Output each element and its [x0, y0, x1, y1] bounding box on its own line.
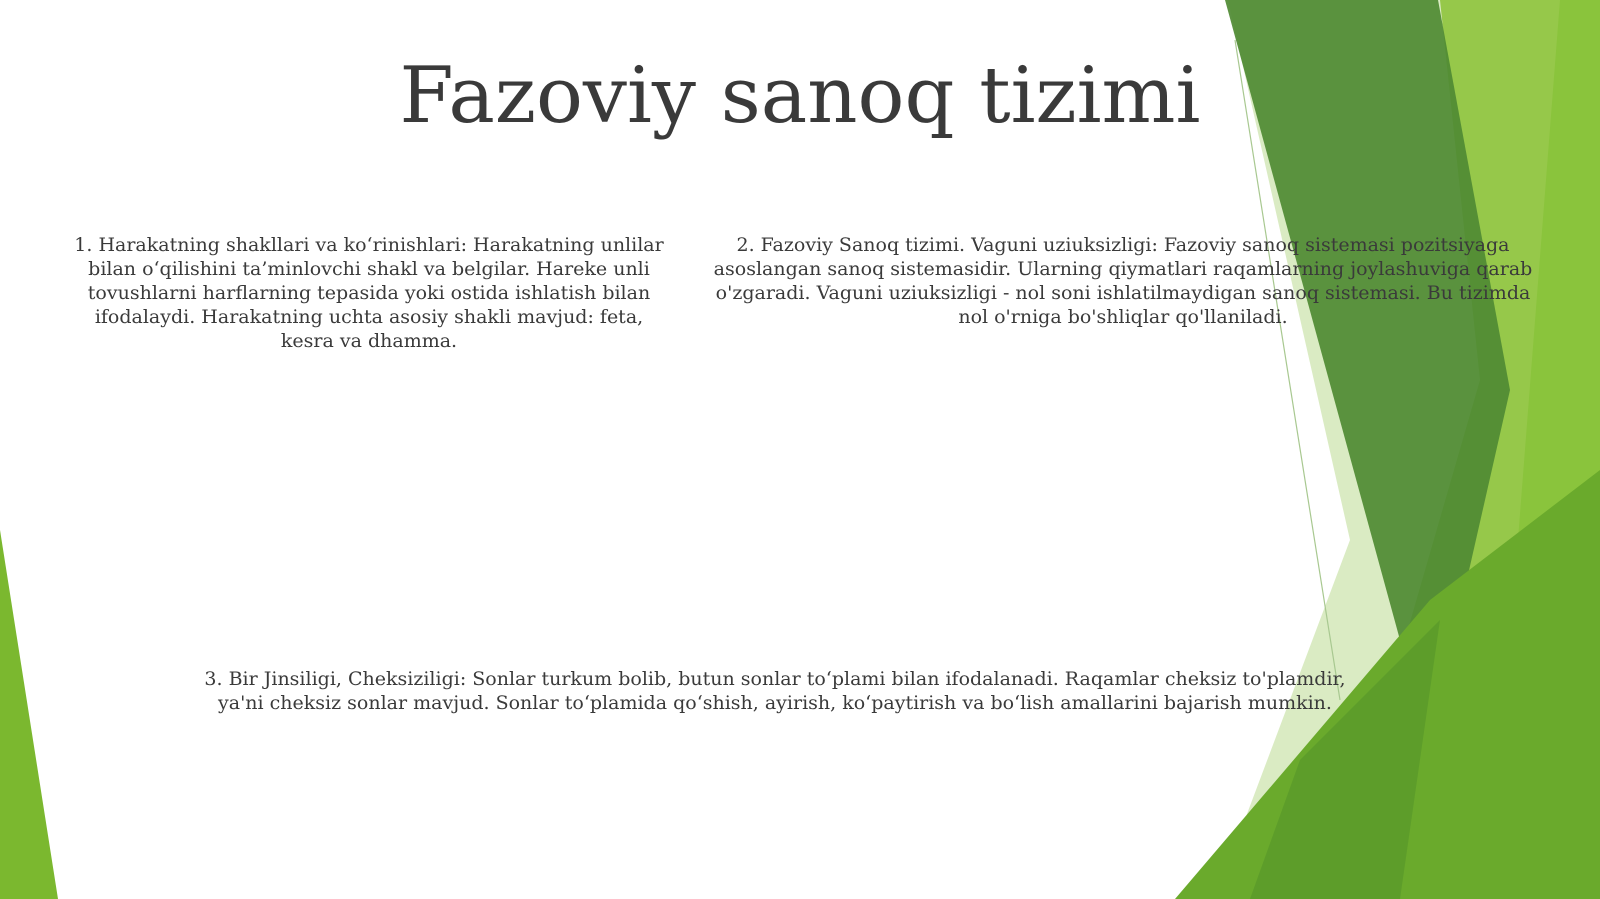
paragraph-bir-jinsiligi: 3. Bir Jinsiligi, Cheksiziligi: Sonlar turkum bolib, butun sonlar to‘plami bilan ifodalanadi. Raqamlar cheksiz to'plamdir, ya'ni cheksiz sonlar mavjud. Sonlar to‘plamida qo‘shish, ayirish, ko‘paytirish va bo‘lish amallarini bajarish mumkin. [204, 668, 1346, 714]
left-green-shape [0, 530, 58, 899]
paragraph-harakat: 1. Harakatning shakllari va ko‘rinishlari: Harakatning unlilar bilan o‘qilishini ta’minlovchi shakl va belgilar. Hareke unli tovushlarni harflarning tepasida yoki ostida ishlatish bilan ifodalaydi. Harakatning uchta asosiy shakli mavjud: feta, kesra va dhamma. [74, 234, 664, 352]
slide-title: Fazoviy sanoq tizimi [399, 51, 1201, 141]
paragraph-fazoviy-sanoq: 2. Fazoviy Sanoq tizimi. Vaguni uziuksizligi: Fazoviy sanoq sistemasi pozitsiyaga asoslangan sanoq sistemasidir. Ularning qiymatlari raqamlarning joylashuviga qarab o'zgaradi. Vaguni uziuksizligi - nol soni ishlatilmaydigan sanoq sistemasi. Bu tizimda nol o'rniga bo'shliqlar qo'llaniladi. [713, 234, 1533, 328]
